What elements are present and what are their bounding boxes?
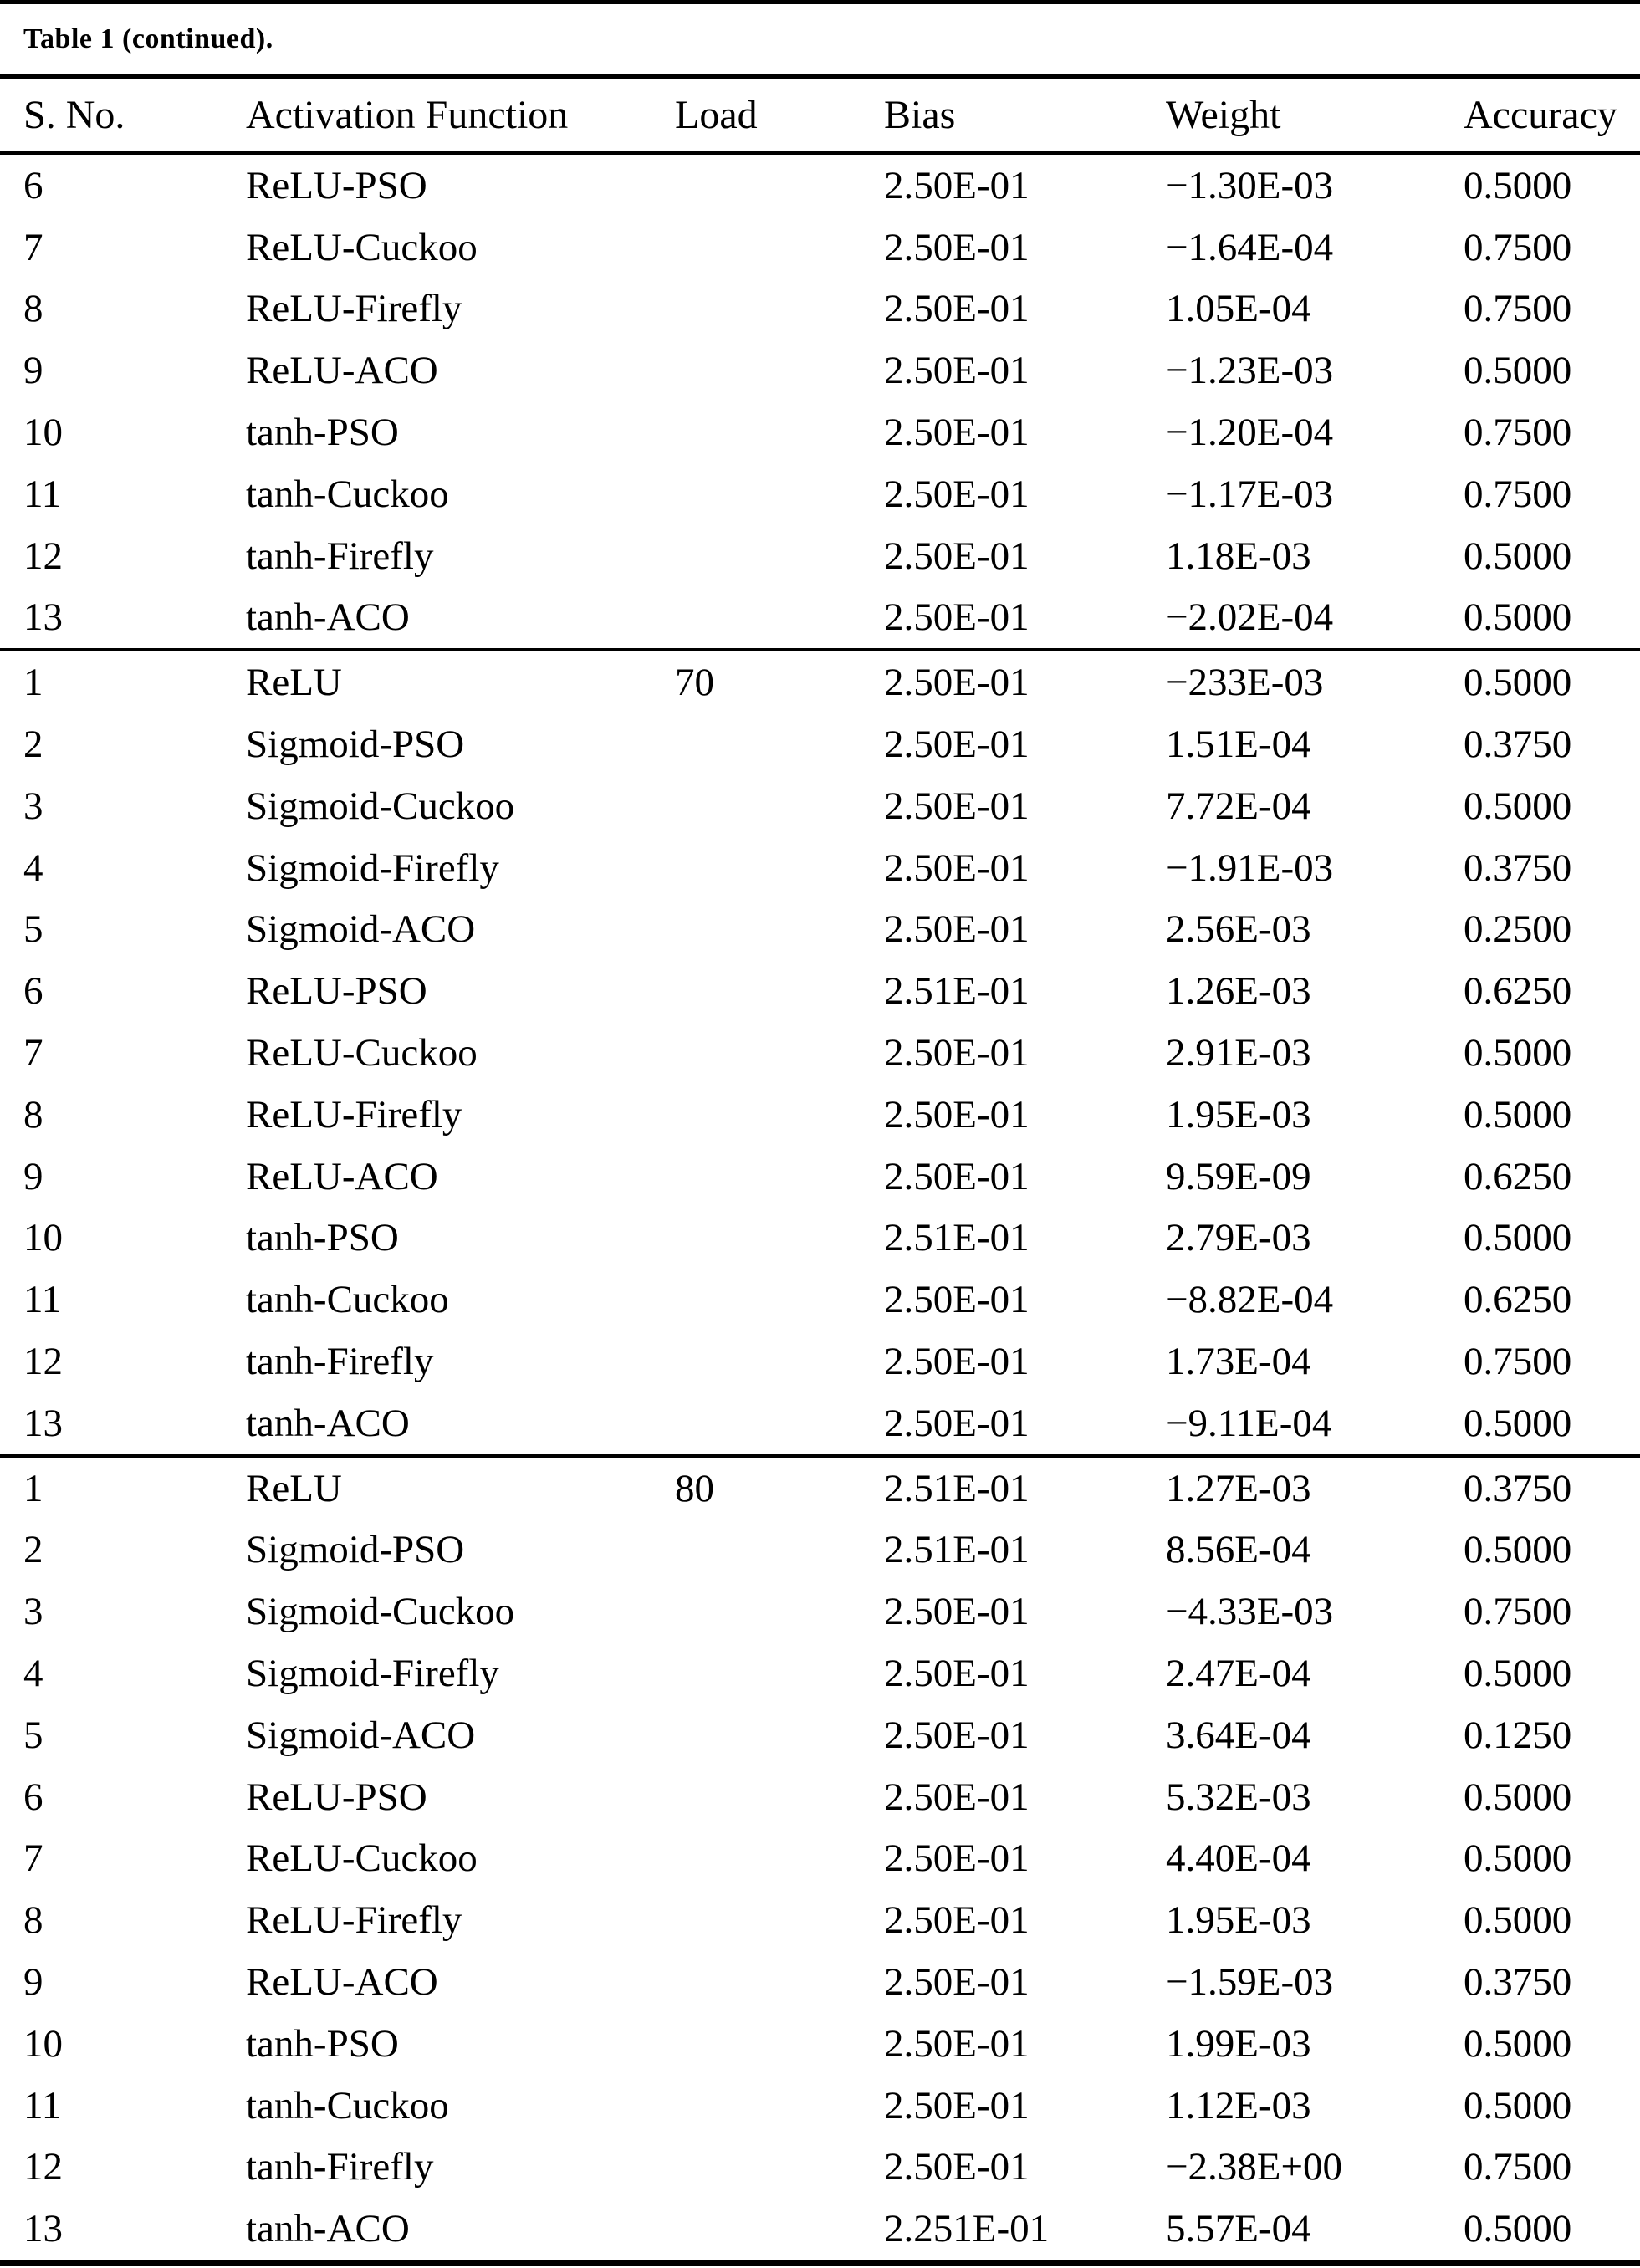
cell-sno: 9 [23, 349, 43, 393]
cell-sno: 7 [23, 225, 43, 269]
table-row [0, 1581, 1640, 1642]
cell-sno: 13 [23, 1401, 63, 1445]
table-row [0, 1146, 1640, 1208]
table-row [0, 960, 1640, 1022]
table-row [0, 463, 1640, 525]
cell-bias: 2.50E-01 [884, 1154, 1029, 1198]
cell-activation: tanh-PSO [246, 411, 399, 455]
table-row [0, 525, 1640, 587]
cell-bias: 2.50E-01 [884, 1775, 1029, 1819]
cell-weight: 8.56E-04 [1166, 1528, 1311, 1572]
cell-bias: 2.50E-01 [884, 1590, 1029, 1634]
cell-sno: 8 [23, 1898, 43, 1943]
cell-sno: 9 [23, 1154, 43, 1198]
cell-weight: −9.11E-04 [1166, 1401, 1332, 1445]
cell-accuracy: 0.7500 [1464, 2145, 1572, 2189]
cell-weight: 1.99E-03 [1166, 2021, 1311, 2066]
cell-bias: 2.50E-01 [884, 1092, 1029, 1137]
cell-weight: −1.17E-03 [1166, 472, 1334, 516]
cell-bias: 2.50E-01 [884, 2145, 1029, 2189]
cell-activation: ReLU-PSO [246, 163, 427, 207]
cell-weight: −2.02E-04 [1166, 595, 1334, 640]
cell-weight: 1.95E-03 [1166, 1092, 1311, 1137]
cell-weight: −4.33E-03 [1166, 1590, 1334, 1634]
cell-accuracy: 0.3750 [1464, 1960, 1572, 2004]
cell-bias: 2.50E-01 [884, 349, 1029, 393]
cell-accuracy: 0.2500 [1464, 907, 1572, 952]
cell-bias: 2.50E-01 [884, 1898, 1029, 1943]
cell-sno: 9 [23, 1960, 43, 2004]
cell-weight: 3.64E-04 [1166, 1713, 1311, 1757]
cell-bias: 2.50E-01 [884, 1278, 1029, 1322]
cell-weight: −2.38E+00 [1166, 2145, 1342, 2189]
cell-activation: ReLU-Cuckoo [246, 1836, 478, 1881]
cell-activation: ReLU [246, 661, 342, 705]
cell-activation: ReLU-ACO [246, 349, 438, 393]
table-row [0, 587, 1640, 649]
table-row [0, 1704, 1640, 1766]
cell-load: 80 [675, 1466, 714, 1510]
table-row [0, 1889, 1640, 1951]
cell-sno: 6 [23, 969, 43, 1014]
table-row [0, 1084, 1640, 1146]
cell-accuracy: 0.5000 [1464, 1652, 1572, 1696]
cell-sno: 4 [23, 845, 43, 890]
cell-sno: 12 [23, 534, 63, 578]
cell-activation: ReLU-Cuckoo [246, 225, 478, 269]
cell-bias: 2.50E-01 [884, 1401, 1029, 1445]
cell-accuracy: 0.5000 [1464, 1092, 1572, 1137]
cell-accuracy: 0.6250 [1464, 969, 1572, 1014]
cell-load: 70 [675, 661, 714, 705]
cell-sno: 11 [23, 2083, 62, 2128]
cell-weight: 7.72E-04 [1166, 784, 1311, 828]
cell-weight: −1.30E-03 [1166, 163, 1334, 207]
table-row [0, 1642, 1640, 1704]
cell-sno: 1 [23, 1466, 43, 1510]
cell-weight: 1.95E-03 [1166, 1898, 1311, 1943]
cell-bias: 2.50E-01 [884, 1652, 1029, 1696]
cell-activation: ReLU-PSO [246, 969, 427, 1014]
cell-weight: −1.23E-03 [1166, 349, 1334, 393]
cell-sno: 13 [23, 595, 63, 640]
cell-activation: Sigmoid-ACO [246, 1713, 476, 1757]
table-row [0, 1269, 1640, 1331]
cell-activation: tanh-ACO [246, 2207, 410, 2251]
cell-bias: 2.50E-01 [884, 1031, 1029, 1075]
cell-accuracy: 0.5000 [1464, 163, 1572, 207]
cell-activation: Sigmoid-Cuckoo [246, 1590, 515, 1634]
cell-activation: Sigmoid-Firefly [246, 1652, 499, 1696]
cell-activation: tanh-Firefly [246, 2145, 434, 2189]
cell-sno: 11 [23, 472, 62, 516]
table-row [0, 217, 1640, 278]
cell-accuracy: 0.5000 [1464, 2207, 1572, 2251]
table-caption: Table 1 (continued). [23, 23, 273, 54]
cell-weight: −1.59E-03 [1166, 1960, 1334, 2004]
cell-bias: 2.50E-01 [884, 2083, 1029, 2128]
cell-activation: ReLU-PSO [246, 1775, 427, 1819]
cell-bias: 2.50E-01 [884, 472, 1029, 516]
column-header-activation: Activation Function [246, 93, 569, 137]
cell-sno: 11 [23, 1278, 62, 1322]
table-bottom-border [0, 2260, 1640, 2266]
cell-weight: 5.57E-04 [1166, 2207, 1311, 2251]
table-row [0, 2198, 1640, 2260]
table-row [0, 1951, 1640, 2013]
cell-sno: 10 [23, 2021, 63, 2066]
cell-activation: Sigmoid-Cuckoo [246, 784, 515, 828]
table-row [0, 1022, 1640, 1084]
table-row [0, 713, 1640, 775]
cell-bias: 2.50E-01 [884, 1960, 1029, 2004]
cell-activation: ReLU-Firefly [246, 287, 462, 331]
cell-bias: 2.50E-01 [884, 287, 1029, 331]
cell-accuracy: 0.5000 [1464, 595, 1572, 640]
cell-activation: tanh-Cuckoo [246, 472, 449, 516]
cell-activation: tanh-Cuckoo [246, 1278, 449, 1322]
cell-activation: tanh-ACO [246, 595, 410, 640]
column-header-weight: Weight [1166, 93, 1281, 137]
column-header-bias: Bias [884, 93, 956, 137]
table-row [0, 651, 1640, 713]
cell-accuracy: 0.7500 [1464, 225, 1572, 269]
cell-sno: 12 [23, 1340, 63, 1384]
cell-activation: ReLU [246, 1466, 342, 1510]
table-row [0, 837, 1640, 899]
cell-bias: 2.50E-01 [884, 1713, 1029, 1757]
cell-accuracy: 0.3750 [1464, 723, 1572, 767]
cell-accuracy: 0.3750 [1464, 845, 1572, 890]
cell-accuracy: 0.5000 [1464, 534, 1572, 578]
cell-accuracy: 0.5000 [1464, 2083, 1572, 2128]
cell-accuracy: 0.7500 [1464, 472, 1572, 516]
cell-sno: 2 [23, 1528, 43, 1572]
cell-accuracy: 0.5000 [1464, 1216, 1572, 1260]
table-row [0, 1331, 1640, 1392]
cell-weight: 1.18E-03 [1166, 534, 1311, 578]
column-header-load: Load [675, 93, 758, 137]
cell-bias: 2.50E-01 [884, 661, 1029, 705]
cell-bias: 2.50E-01 [884, 225, 1029, 269]
cell-sno: 8 [23, 287, 43, 331]
cell-sno: 3 [23, 1590, 43, 1634]
cell-bias: 2.51E-01 [884, 1216, 1029, 1260]
cell-accuracy: 0.7500 [1464, 1340, 1572, 1384]
table-row [0, 278, 1640, 340]
cell-weight: 2.47E-04 [1166, 1652, 1311, 1696]
cell-sno: 5 [23, 1713, 43, 1757]
cell-weight: 5.32E-03 [1166, 1775, 1311, 1819]
cell-weight: −8.82E-04 [1166, 1278, 1334, 1322]
cell-bias: 2.51E-01 [884, 1528, 1029, 1572]
cell-accuracy: 0.7500 [1464, 1590, 1572, 1634]
cell-accuracy: 0.5000 [1464, 1898, 1572, 1943]
cell-bias: 2.251E-01 [884, 2207, 1050, 2251]
table-row [0, 1208, 1640, 1269]
cell-bias: 2.50E-01 [884, 2021, 1029, 2066]
table-row [0, 2137, 1640, 2199]
table-body [0, 155, 1640, 2260]
cell-weight: 1.73E-04 [1166, 1340, 1311, 1384]
cell-bias: 2.50E-01 [884, 845, 1029, 890]
cell-weight: 1.12E-03 [1166, 2083, 1311, 2128]
cell-accuracy: 0.7500 [1464, 411, 1572, 455]
cell-weight: −1.20E-04 [1166, 411, 1334, 455]
table-row [0, 401, 1640, 463]
cell-activation: ReLU-Firefly [246, 1898, 462, 1943]
cell-bias: 2.50E-01 [884, 411, 1029, 455]
table-row [0, 340, 1640, 401]
cell-accuracy: 0.5000 [1464, 1775, 1572, 1819]
cell-activation: tanh-PSO [246, 1216, 399, 1260]
cell-bias: 2.51E-01 [884, 969, 1029, 1014]
cell-accuracy: 0.6250 [1464, 1278, 1572, 1322]
cell-activation: tanh-ACO [246, 1401, 410, 1445]
cell-sno: 6 [23, 163, 43, 207]
cell-weight: 2.56E-03 [1166, 907, 1311, 952]
cell-accuracy: 0.5000 [1464, 2021, 1572, 2066]
cell-sno: 1 [23, 661, 43, 705]
cell-activation: ReLU-ACO [246, 1154, 438, 1198]
cell-sno: 7 [23, 1836, 43, 1881]
title-band [0, 4, 1640, 74]
cell-activation: ReLU-Cuckoo [246, 1031, 478, 1075]
cell-accuracy: 0.5000 [1464, 1528, 1572, 1572]
caption-divider [0, 74, 1640, 79]
cell-activation: Sigmoid-Firefly [246, 845, 499, 890]
cell-bias: 2.50E-01 [884, 595, 1029, 640]
cell-activation: ReLU-Firefly [246, 1092, 462, 1137]
cell-weight: −1.91E-03 [1166, 845, 1334, 890]
cell-accuracy: 0.5000 [1464, 1031, 1572, 1075]
cell-weight: −1.64E-04 [1166, 225, 1334, 269]
table-row [0, 1520, 1640, 1581]
cell-bias: 2.51E-01 [884, 1466, 1029, 1510]
cell-activation: ReLU-ACO [246, 1960, 438, 2004]
column-header-sno: S. No. [23, 93, 125, 137]
cell-sno: 2 [23, 723, 43, 767]
cell-bias: 2.50E-01 [884, 163, 1029, 207]
cell-accuracy: 0.5000 [1464, 1401, 1572, 1445]
cell-sno: 3 [23, 784, 43, 828]
cell-activation: Sigmoid-PSO [246, 723, 465, 767]
cell-weight: 4.40E-04 [1166, 1836, 1311, 1881]
cell-activation: Sigmoid-PSO [246, 1528, 465, 1572]
cell-activation: tanh-Firefly [246, 534, 434, 578]
cell-bias: 2.50E-01 [884, 1836, 1029, 1881]
cell-accuracy: 0.7500 [1464, 287, 1572, 331]
cell-sno: 7 [23, 1031, 43, 1075]
table-row [0, 1828, 1640, 1890]
cell-weight: 2.79E-03 [1166, 1216, 1311, 1260]
cell-bias: 2.50E-01 [884, 534, 1029, 578]
cell-sno: 10 [23, 1216, 63, 1260]
table-row [0, 775, 1640, 837]
cell-weight: 2.91E-03 [1166, 1031, 1311, 1075]
cell-accuracy: 0.6250 [1464, 1154, 1572, 1198]
cell-accuracy: 0.5000 [1464, 784, 1572, 828]
cell-activation: Sigmoid-ACO [246, 907, 476, 952]
cell-bias: 2.50E-01 [884, 723, 1029, 767]
table-header-row [0, 79, 1640, 151]
cell-weight: 9.59E-09 [1166, 1154, 1311, 1198]
table-row [0, 899, 1640, 961]
cell-bias: 2.50E-01 [884, 907, 1029, 952]
cell-bias: 2.50E-01 [884, 784, 1029, 828]
cell-sno: 13 [23, 2207, 63, 2251]
cell-weight: 1.26E-03 [1166, 969, 1311, 1014]
cell-activation: tanh-Firefly [246, 1340, 434, 1384]
table-row [0, 1392, 1640, 1454]
cell-accuracy: 0.3750 [1464, 1466, 1572, 1510]
cell-activation: tanh-Cuckoo [246, 2083, 449, 2128]
cell-accuracy: 0.5000 [1464, 1836, 1572, 1881]
table-row [0, 1766, 1640, 1828]
table-row [0, 155, 1640, 217]
cell-weight: 1.05E-04 [1166, 287, 1311, 331]
cell-sno: 8 [23, 1092, 43, 1137]
cell-accuracy: 0.5000 [1464, 349, 1572, 393]
table-row [0, 2013, 1640, 2075]
cell-activation: tanh-PSO [246, 2021, 399, 2066]
table-row [0, 1458, 1640, 1520]
cell-weight: −233E-03 [1166, 661, 1324, 705]
cell-bias: 2.50E-01 [884, 1340, 1029, 1384]
cell-sno: 10 [23, 411, 63, 455]
cell-weight: 1.27E-03 [1166, 1466, 1311, 1510]
cell-accuracy: 0.1250 [1464, 1713, 1572, 1757]
cell-sno: 12 [23, 2145, 63, 2189]
table-row [0, 2075, 1640, 2137]
cell-sno: 4 [23, 1652, 43, 1696]
cell-sno: 6 [23, 1775, 43, 1819]
cell-accuracy: 0.5000 [1464, 661, 1572, 705]
cell-weight: 1.51E-04 [1166, 723, 1311, 767]
column-header-accuracy: Accuracy [1464, 93, 1617, 137]
cell-sno: 5 [23, 907, 43, 952]
